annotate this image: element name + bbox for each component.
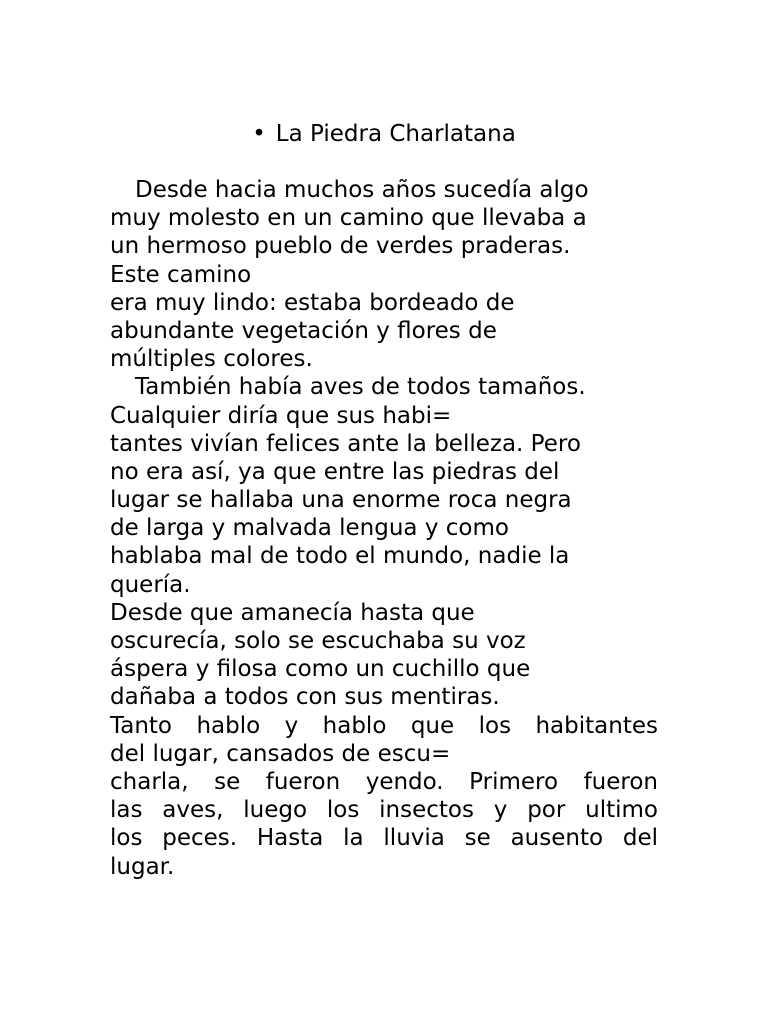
bullet-icon: • [252, 121, 266, 147]
text-line: Desde que amanecía hasta que [110, 599, 475, 626]
text-line: tantes vivían felices ante la belleza. Pero [110, 430, 581, 457]
text-line: muy molesto en un camino que llevaba a [110, 205, 587, 232]
text-line: era muy lindo: estaba bordeado de [110, 289, 515, 316]
text-line: del lugar, cansados de escu= [110, 740, 451, 767]
text-line: múltiples colores. [110, 346, 313, 373]
text-line: los peces. Hasta la lluvia se ausento del [110, 825, 658, 852]
text-line: Este camino [110, 261, 252, 288]
text-line: oscurecía, solo se escuchaba su voz [110, 628, 526, 654]
text-line: lugar se hallaba una enorme roca negra [110, 487, 572, 514]
text-line: abundante vegetación y flores de [110, 317, 497, 344]
text-line: hablaba mal de todo el mundo, nadie la [110, 543, 570, 570]
body-text [110, 176, 658, 881]
text-line: áspera y filosa como un cuchillo que [110, 656, 531, 683]
text-line: no era así, ya que entre las piedras del [110, 458, 560, 485]
text-line: charla, se fueron yendo. Primero fueron [110, 768, 658, 795]
text-line: quería. [110, 571, 191, 598]
text-line: Cualquier diría que sus habi= [110, 402, 452, 429]
text-line: un hermoso pueblo de verdes praderas. [110, 233, 571, 260]
document-title: La Piedra Charlatana [275, 121, 516, 147]
text-line: También había aves de todos tamaños. [135, 374, 586, 401]
text-line: Desde hacia muchos años sucedía algo [135, 177, 589, 203]
title-row [0, 119, 768, 149]
text-line: de larga y malvada lengua y como [110, 515, 509, 542]
text-line: Tanto hablo y hablo que los habitantes [110, 712, 658, 739]
text-line: las aves, luego los insectos y por ultimo [110, 797, 658, 824]
text-line: lugar. [110, 853, 175, 880]
text-line: dañaba a todos con sus mentiras. [110, 684, 500, 711]
